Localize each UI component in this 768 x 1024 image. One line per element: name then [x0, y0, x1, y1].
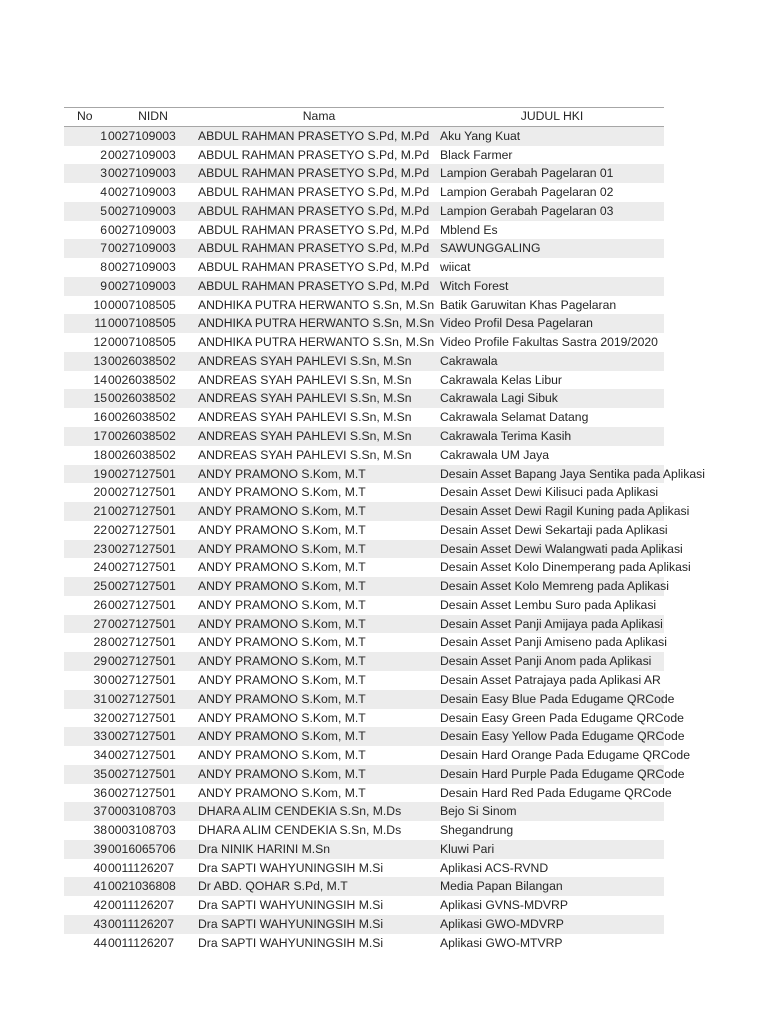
cell-nama: Dra SAPTI WAHYUNINGSIH M.Si — [198, 916, 384, 931]
cell-nidn: 0003108703 — [108, 823, 176, 838]
table-row — [64, 183, 664, 202]
table-row — [64, 446, 664, 465]
cell-nidn: 0027127501 — [108, 729, 176, 744]
table-row — [64, 502, 690, 521]
cell-nidn: 0026038502 — [108, 429, 176, 444]
table-row — [64, 202, 664, 221]
cell-nidn: 0026038502 — [108, 391, 176, 406]
header-nama: Nama — [302, 109, 336, 123]
table-row — [64, 765, 685, 784]
cell-nidn: 0027127501 — [108, 522, 176, 537]
cell-judul: Desain Asset Bapang Jaya Sentika pada Aplikasi — [440, 466, 705, 481]
cell-no: 36 — [93, 785, 107, 800]
cell-nidn: 0027109003 — [108, 278, 176, 293]
cell-no: 22 — [93, 522, 107, 537]
cell-no: 29 — [93, 654, 107, 669]
cell-no: 16 — [93, 410, 107, 425]
cell-nidn: 0027109003 — [108, 260, 176, 275]
cell-nidn: 0026038502 — [108, 353, 176, 368]
cell-no: 20 — [93, 485, 107, 500]
cell-judul: Media Papan Bilangan — [440, 879, 563, 894]
header-judul: JUDUL HKI — [520, 109, 584, 123]
table-row — [64, 596, 664, 615]
cell-nidn: 0011126207 — [108, 935, 174, 950]
cell-nama: ANDY PRAMONO S.Kom, M.T — [198, 785, 366, 800]
cell-nama: ABDUL RAHMAN PRASETYO S.Pd, M.Pd — [198, 241, 430, 256]
cell-nama: ANDREAS SYAH PAHLEVI S.Sn, M.Sn — [198, 410, 412, 425]
table-row — [64, 333, 664, 352]
cell-judul: Desain Asset Lembu Suro pada Aplikasi — [440, 597, 657, 612]
cell-nidn: 0026038502 — [108, 410, 176, 425]
table-row — [64, 577, 669, 596]
table-row — [64, 352, 664, 371]
table-body — [64, 127, 705, 953]
cell-judul: Batik Garuwitan Khas Pagelaran — [440, 297, 617, 312]
cell-nama: ABDUL RAHMAN PRASETYO S.Pd, M.Pd — [198, 166, 430, 181]
cell-judul: Aplikasi GWO-MTVRP — [440, 935, 563, 950]
cell-judul: Video Profile Fakultas Sastra 2019/2020 — [440, 335, 658, 350]
cell-no: 10 — [93, 297, 107, 312]
cell-nama: ABDUL RAHMAN PRASETYO S.Pd, M.Pd — [198, 278, 430, 293]
cell-no: 24 — [93, 560, 107, 575]
cell-no: 3 — [100, 166, 107, 181]
cell-nama: ANDREAS SYAH PAHLEVI S.Sn, M.Sn — [198, 429, 412, 444]
table-row — [64, 671, 664, 690]
cell-judul: Desain Asset Dewi Sekartaji pada Aplikasi — [440, 522, 668, 537]
cell-no: 19 — [93, 466, 107, 481]
table-row — [64, 859, 664, 878]
cell-no: 37 — [93, 804, 107, 819]
cell-nama: Dra SAPTI WAHYUNINGSIH M.Si — [198, 898, 384, 913]
hki-table — [64, 107, 705, 952]
cell-nama: Dra SAPTI WAHYUNINGSIH M.Si — [198, 935, 384, 950]
table-row — [64, 746, 690, 765]
cell-no: 31 — [93, 691, 107, 706]
table-row — [64, 821, 664, 840]
cell-nama: ANDY PRAMONO S.Kom, M.T — [198, 691, 366, 706]
cell-no: 43 — [93, 916, 107, 931]
cell-no: 41 — [93, 879, 107, 894]
cell-nama: ANDY PRAMONO S.Kom, M.T — [198, 710, 366, 725]
cell-no: 33 — [93, 729, 107, 744]
cell-judul: Bejo Si Sinom — [440, 804, 517, 819]
cell-judul: Video Profil Desa Pagelaran — [440, 316, 593, 331]
cell-nama: ABDUL RAHMAN PRASETYO S.Pd, M.Pd — [198, 222, 430, 237]
table-row — [64, 465, 705, 484]
cell-no: 42 — [93, 898, 107, 913]
cell-nidn: 0027127501 — [108, 560, 176, 575]
cell-nidn: 0007108505 — [108, 316, 176, 331]
table-row — [64, 427, 664, 446]
table-row — [64, 915, 664, 934]
header-no: No — [77, 109, 93, 123]
cell-nama: ANDY PRAMONO S.Kom, M.T — [198, 541, 366, 556]
cell-nama: ABDUL RAHMAN PRASETYO S.Pd, M.Pd — [198, 185, 430, 200]
cell-nidn: 0007108505 — [108, 297, 176, 312]
cell-judul: Desain Easy Blue Pada Edugame QRCode — [440, 691, 675, 706]
table-row — [64, 408, 664, 427]
cell-judul: Aplikasi ACS-RVND — [440, 860, 549, 875]
cell-nidn: 0027127501 — [108, 635, 176, 650]
table-row — [64, 784, 672, 803]
cell-no: 28 — [93, 635, 107, 650]
table-row — [64, 146, 664, 165]
cell-nama: ABDUL RAHMAN PRASETYO S.Pd, M.Pd — [198, 260, 430, 275]
table-row — [64, 840, 664, 859]
cell-nidn: 0027127501 — [108, 597, 176, 612]
cell-nama: ANDY PRAMONO S.Kom, M.T — [198, 466, 366, 481]
cell-nidn: 0011126207 — [108, 898, 174, 913]
table-row — [64, 802, 664, 821]
cell-no: 26 — [93, 597, 107, 612]
cell-judul: wiicat — [440, 260, 471, 275]
cell-nidn: 0027109003 — [108, 128, 176, 143]
cell-no: 44 — [93, 935, 107, 950]
cell-nama: Dr ABD. QOHAR S.Pd, M.T — [198, 879, 348, 894]
cell-nama: ANDY PRAMONO S.Kom, M.T — [198, 635, 366, 650]
table-row — [64, 615, 664, 634]
cell-nidn: 0027127501 — [108, 504, 176, 519]
cell-no: 39 — [93, 841, 107, 856]
cell-no: 13 — [93, 353, 107, 368]
cell-no: 38 — [93, 823, 107, 838]
cell-judul: SAWUNGGALING — [440, 241, 541, 256]
cell-no: 15 — [93, 391, 107, 406]
cell-no: 21 — [93, 504, 107, 519]
cell-nama: Dra NINIK HARINI M.Sn — [198, 841, 331, 856]
cell-nama: ANDREAS SYAH PAHLEVI S.Sn, M.Sn — [198, 353, 412, 368]
cell-nama: ANDHIKA PUTRA HERWANTO S.Sn, M.Sn — [198, 335, 435, 350]
cell-no: 4 — [100, 185, 107, 200]
table-row — [64, 934, 664, 953]
table-row — [64, 877, 664, 896]
cell-no: 34 — [93, 748, 107, 763]
cell-nidn: 0027127501 — [108, 541, 176, 556]
cell-nidn: 0027109003 — [108, 222, 176, 237]
cell-judul: Desain Asset Panji Amijaya pada Aplikasi — [440, 616, 663, 631]
cell-judul: Desain Easy Green Pada Edugame QRCode — [440, 710, 684, 725]
cell-judul: Desain Hard Orange Pada Edugame QRCode — [440, 748, 690, 763]
cell-nidn: 0003108703 — [108, 804, 176, 819]
cell-nidn: 0027109003 — [108, 241, 176, 256]
cell-nidn: 0027127501 — [108, 691, 176, 706]
cell-nama: ABDUL RAHMAN PRASETYO S.Pd, M.Pd — [198, 128, 430, 143]
table-row — [64, 314, 664, 333]
cell-judul: Desain Asset Patrajaya pada Aplikasi AR — [440, 672, 661, 687]
table-header — [64, 107, 664, 127]
cell-nidn: 0021036808 — [108, 879, 176, 894]
table-row — [64, 896, 664, 915]
cell-judul: Desain Hard Red Pada Edugame QRCode — [440, 785, 672, 800]
cell-nama: ANDY PRAMONO S.Kom, M.T — [198, 522, 366, 537]
table-row — [64, 127, 664, 146]
table-row — [64, 258, 664, 277]
cell-nidn: 0027127501 — [108, 710, 176, 725]
cell-nama: ANDY PRAMONO S.Kom, M.T — [198, 579, 366, 594]
cell-nidn: 0011126207 — [108, 860, 174, 875]
cell-judul: Cakrawala Selamat Datang — [440, 410, 589, 425]
cell-nidn: 0027127501 — [108, 579, 176, 594]
cell-nidn: 0027109003 — [108, 166, 176, 181]
table-row — [64, 483, 664, 502]
cell-judul: Lampion Gerabah Pagelaran 01 — [440, 166, 614, 181]
cell-judul: Mblend Es — [440, 222, 498, 237]
cell-no: 14 — [93, 372, 107, 387]
cell-judul: Desain Asset Kolo Dinemperang pada Aplikasi — [440, 560, 691, 575]
cell-judul: Desain Asset Panji Anom pada Aplikasi — [440, 654, 652, 669]
cell-judul: Desain Asset Kolo Memreng pada Aplikasi — [440, 579, 669, 594]
cell-no: 18 — [93, 447, 107, 462]
cell-judul: Aplikasi GVNS-MDVRP — [440, 898, 568, 913]
cell-no: 12 — [93, 335, 107, 350]
cell-nidn: 0027109003 — [108, 147, 176, 162]
table-row — [64, 277, 664, 296]
cell-nama: DHARA ALIM CENDEKIA S.Sn, M.Ds — [198, 804, 402, 819]
cell-judul: Cakrawala Lagi Sibuk — [440, 391, 558, 406]
table-row — [64, 164, 664, 183]
table-row — [64, 521, 668, 540]
cell-nidn: 0011126207 — [108, 916, 174, 931]
cell-judul: Kluwi Pari — [440, 841, 495, 856]
table-row — [64, 709, 684, 728]
cell-no: 8 — [100, 260, 107, 275]
cell-no: 35 — [93, 766, 107, 781]
cell-nama: ANDY PRAMONO S.Kom, M.T — [198, 560, 366, 575]
cell-no: 9 — [100, 278, 107, 293]
cell-judul: Witch Forest — [440, 278, 509, 293]
cell-nidn: 0027127501 — [108, 654, 176, 669]
table-row — [64, 389, 664, 408]
cell-judul: Cakrawala — [440, 353, 498, 368]
cell-nama: ANDY PRAMONO S.Kom, M.T — [198, 504, 366, 519]
cell-nidn: 0007108505 — [108, 335, 176, 350]
cell-judul: Desain Asset Dewi Kilisuci pada Aplikasi — [440, 485, 659, 500]
cell-nama: ANDY PRAMONO S.Kom, M.T — [198, 485, 366, 500]
cell-no: 30 — [93, 672, 107, 687]
cell-nidn: 0026038502 — [108, 372, 176, 387]
cell-nidn: 0027127501 — [108, 616, 176, 631]
cell-judul: Lampion Gerabah Pagelaran 02 — [440, 185, 614, 200]
cell-nama: ANDY PRAMONO S.Kom, M.T — [198, 597, 366, 612]
table-row — [64, 727, 685, 746]
cell-nidn: 0016065706 — [108, 841, 176, 856]
cell-judul: Desain Asset Dewi Walangwati pada Aplikasi — [440, 541, 683, 556]
cell-judul: Cakrawala UM Jaya — [440, 447, 550, 462]
cell-judul: Lampion Gerabah Pagelaran 03 — [440, 203, 614, 218]
cell-nidn: 0027127501 — [108, 466, 176, 481]
cell-judul: Black Farmer — [440, 147, 513, 162]
cell-nama: ANDY PRAMONO S.Kom, M.T — [198, 748, 366, 763]
cell-nama: ABDUL RAHMAN PRASETYO S.Pd, M.Pd — [198, 203, 430, 218]
cell-no: 5 — [100, 203, 107, 218]
cell-no: 11 — [94, 316, 107, 331]
cell-judul: Cakrawala Kelas Libur — [440, 372, 562, 387]
cell-no: 2 — [100, 147, 107, 162]
cell-no: 17 — [93, 429, 107, 444]
cell-no: 6 — [100, 222, 107, 237]
cell-nama: ANDY PRAMONO S.Kom, M.T — [198, 616, 366, 631]
cell-nidn: 0027127501 — [108, 672, 176, 687]
cell-no: 1 — [100, 128, 107, 143]
cell-nama: ANDREAS SYAH PAHLEVI S.Sn, M.Sn — [198, 391, 412, 406]
table-row — [64, 296, 664, 315]
cell-nidn: 0027127501 — [108, 785, 176, 800]
cell-nama: ANDY PRAMONO S.Kom, M.T — [198, 672, 366, 687]
cell-judul: Aku Yang Kuat — [440, 128, 521, 143]
cell-nidn: 0026038502 — [108, 447, 176, 462]
header-nidn: NIDN — [138, 109, 168, 123]
cell-nidn: 0027127501 — [108, 748, 176, 763]
table-row — [64, 558, 691, 577]
cell-nama: ANDY PRAMONO S.Kom, M.T — [198, 729, 366, 744]
cell-judul: Desain Asset Dewi Ragil Kuning pada Aplikasi — [440, 504, 690, 519]
cell-nama: ANDY PRAMONO S.Kom, M.T — [198, 766, 366, 781]
table-row — [64, 540, 683, 559]
cell-nama: ANDHIKA PUTRA HERWANTO S.Sn, M.Sn — [198, 297, 435, 312]
cell-no: 27 — [93, 616, 107, 631]
table-row — [64, 633, 667, 652]
cell-nama: ANDREAS SYAH PAHLEVI S.Sn, M.Sn — [198, 447, 412, 462]
cell-judul: Cakrawala Terima Kasih — [440, 429, 572, 444]
table-row — [64, 239, 664, 258]
cell-no: 7 — [100, 241, 107, 256]
cell-nidn: 0027127501 — [108, 485, 176, 500]
cell-no: 40 — [93, 860, 107, 875]
cell-nidn: 0027127501 — [108, 766, 176, 781]
cell-nama: DHARA ALIM CENDEKIA S.Sn, M.Ds — [198, 823, 402, 838]
cell-nama: ANDREAS SYAH PAHLEVI S.Sn, M.Sn — [198, 372, 412, 387]
cell-no: 25 — [93, 579, 107, 594]
cell-no: 23 — [93, 541, 107, 556]
cell-judul: Desain Asset Panji Amiseno pada Aplikasi — [440, 635, 667, 650]
cell-nama: ABDUL RAHMAN PRASETYO S.Pd, M.Pd — [198, 147, 430, 162]
cell-nama: Dra SAPTI WAHYUNINGSIH M.Si — [198, 860, 384, 875]
cell-nidn: 0027109003 — [108, 185, 176, 200]
cell-judul: Desain Easy Yellow Pada Edugame QRCode — [440, 729, 685, 744]
table-row — [64, 690, 675, 709]
cell-judul: Aplikasi GWO-MDVRP — [440, 916, 564, 931]
cell-nama: ANDHIKA PUTRA HERWANTO S.Sn, M.Sn — [198, 316, 435, 331]
table-row — [64, 221, 664, 240]
table-row — [64, 371, 664, 390]
cell-nidn: 0027109003 — [108, 203, 176, 218]
cell-no: 32 — [93, 710, 107, 725]
cell-nama: ANDY PRAMONO S.Kom, M.T — [198, 654, 366, 669]
cell-judul: Shegandrung — [440, 823, 514, 838]
table-row — [64, 652, 664, 671]
cell-judul: Desain Hard Purple Pada Edugame QRCode — [440, 766, 685, 781]
